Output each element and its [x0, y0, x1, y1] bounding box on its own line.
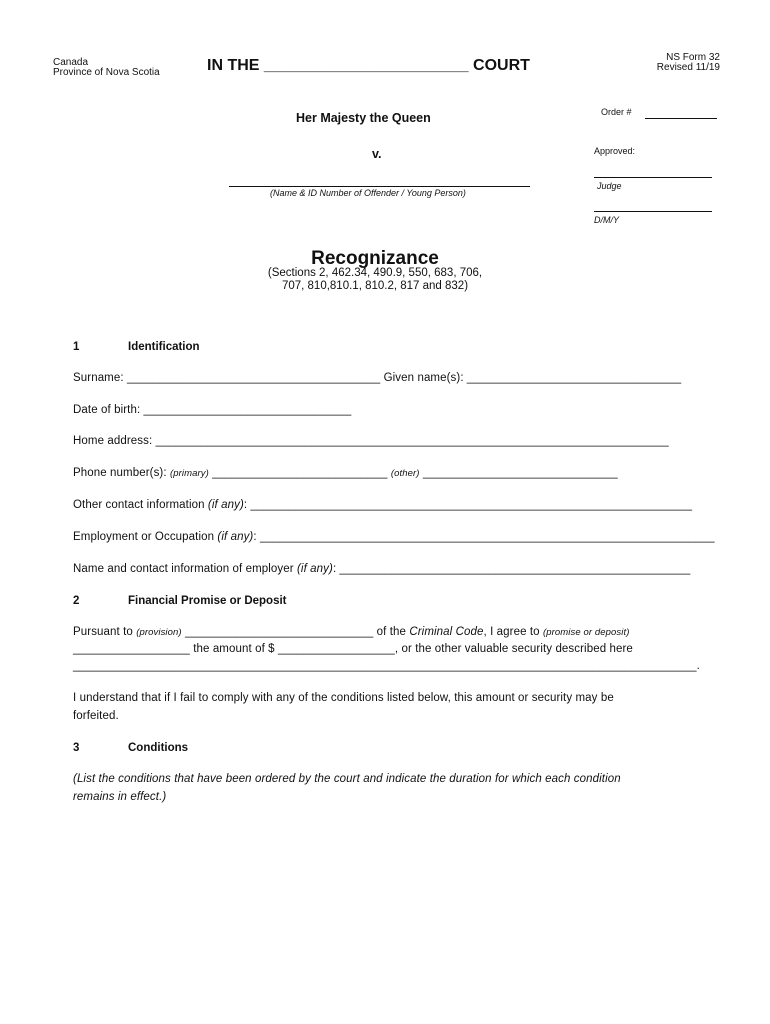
section3-title: Conditions [128, 742, 189, 754]
form-number: NS Form 32 [666, 52, 720, 63]
given-name-field[interactable]: _________________________________ [466, 372, 682, 384]
forfeit-text-line1: I understand that if I fail to comply with any of the conditions listed below, this amount or security may be [73, 692, 614, 704]
agree-to-text: , I agree to [483, 626, 540, 638]
offender-label: (Name & ID Number of Offender / Young Person) [270, 188, 466, 198]
phone-other-hint: (other) [390, 468, 420, 479]
phone-label: Phone number(s): [73, 467, 167, 479]
conditions-instruction-line2: remains in effect.) [73, 791, 167, 803]
document-title: Recognizance [311, 248, 439, 269]
order-number-line[interactable] [645, 118, 717, 119]
employment-row [73, 531, 715, 543]
section1-title: Identification [128, 341, 200, 353]
promise-type-field[interactable]: __________________ [73, 643, 190, 655]
employer-qualifier: (if any) [297, 563, 333, 575]
surname-row [73, 372, 681, 384]
security-description-field[interactable]: ________________________________________________________________________________________________. [73, 660, 700, 672]
provision-field[interactable]: _____________________________ [184, 626, 374, 638]
section2-number: 2 [73, 595, 80, 607]
phone-row [73, 467, 618, 479]
amount-field[interactable]: __________________ [277, 643, 395, 655]
given-name-label: Given name(s): [383, 372, 464, 384]
employment-field[interactable]: : ______________________________________________________________________ [253, 531, 715, 543]
amount-label: the amount of $ [193, 643, 275, 655]
date-line[interactable] [594, 211, 712, 212]
other-contact-row [73, 499, 692, 511]
surname-field[interactable]: _______________________________________ [126, 372, 381, 384]
court-name-blank[interactable]: _______________________ [263, 57, 469, 74]
prosecutor-name: Her Majesty the Queen [296, 111, 431, 125]
employment-label: Employment or Occupation [73, 531, 215, 543]
other-security-text: , or the other valuable security described here [394, 643, 633, 655]
court-heading [207, 57, 530, 75]
versus-label: v. [372, 147, 382, 161]
phone-primary-hint: (primary) [169, 468, 209, 479]
provision-hint: (provision) [136, 627, 182, 638]
criminal-code-text: Criminal Code [409, 626, 484, 638]
phone-other-field[interactable]: ______________________________ [422, 467, 618, 479]
date-label: D/M/Y [594, 215, 620, 225]
statute-sections-line2: 707, 810,810.1, 810.2, 817 and 832) [281, 280, 469, 292]
pursuant-label: Pursuant to [73, 626, 133, 638]
address-field[interactable]: _______________________________________________________________________________ [155, 435, 669, 447]
address-row [73, 435, 669, 447]
employer-row [73, 563, 690, 575]
employer-field[interactable]: : ______________________________________________________ [332, 563, 691, 575]
judge-signature-line[interactable] [594, 177, 712, 178]
of-the-text: of the [376, 626, 407, 638]
conditions-instruction-text1: List the conditions that have been ordered by the court and indicate the duration for which each condition [76, 773, 621, 785]
surname-label: Surname: [73, 372, 124, 384]
statute-sections-line1: (Sections 2, 462.34, 490.9, 550, 683, 706, [267, 267, 483, 279]
jurisdiction-country: Canada [53, 57, 89, 68]
employment-qualifier: (if any) [217, 531, 254, 543]
address-label: Home address: [73, 435, 153, 447]
employer-label: Name and contact information of employer [73, 563, 294, 575]
order-number-label: Order # [601, 107, 632, 117]
other-contact-field[interactable]: : ____________________________________________________________________ [243, 499, 693, 511]
pursuant-row [73, 626, 629, 638]
amount-row [73, 643, 633, 655]
section2-title: Financial Promise or Deposit [128, 595, 287, 607]
court-suffix: COURT [473, 57, 530, 74]
promise-deposit-hint: (promise or deposit) [542, 627, 630, 638]
forfeit-text-line2: forfeited. [73, 710, 119, 722]
other-contact-qualifier: (if any) [207, 499, 244, 511]
other-contact-label: Other contact information [73, 499, 205, 511]
phone-primary-field[interactable]: ___________________________ [212, 467, 388, 479]
approved-label: Approved: [594, 146, 636, 156]
jurisdiction-province: Province of Nova Scotia [53, 67, 160, 78]
section3-number: 3 [73, 742, 80, 754]
dob-row [73, 404, 351, 416]
offender-name-line[interactable] [229, 186, 530, 187]
form-revised: Revised 11/19 [656, 62, 720, 73]
court-prefix: IN THE [207, 57, 260, 74]
dob-label: Date of birth: [73, 404, 141, 416]
conditions-instruction-text2: remains in effect. [73, 791, 163, 803]
dob-field[interactable]: ________________________________ [143, 404, 352, 416]
conditions-instruction-line1: (List the conditions that have been ordered by the court and indicate the duration for which each condition [73, 773, 621, 785]
judge-label: Judge [597, 181, 622, 191]
section1-number: 1 [73, 341, 80, 353]
